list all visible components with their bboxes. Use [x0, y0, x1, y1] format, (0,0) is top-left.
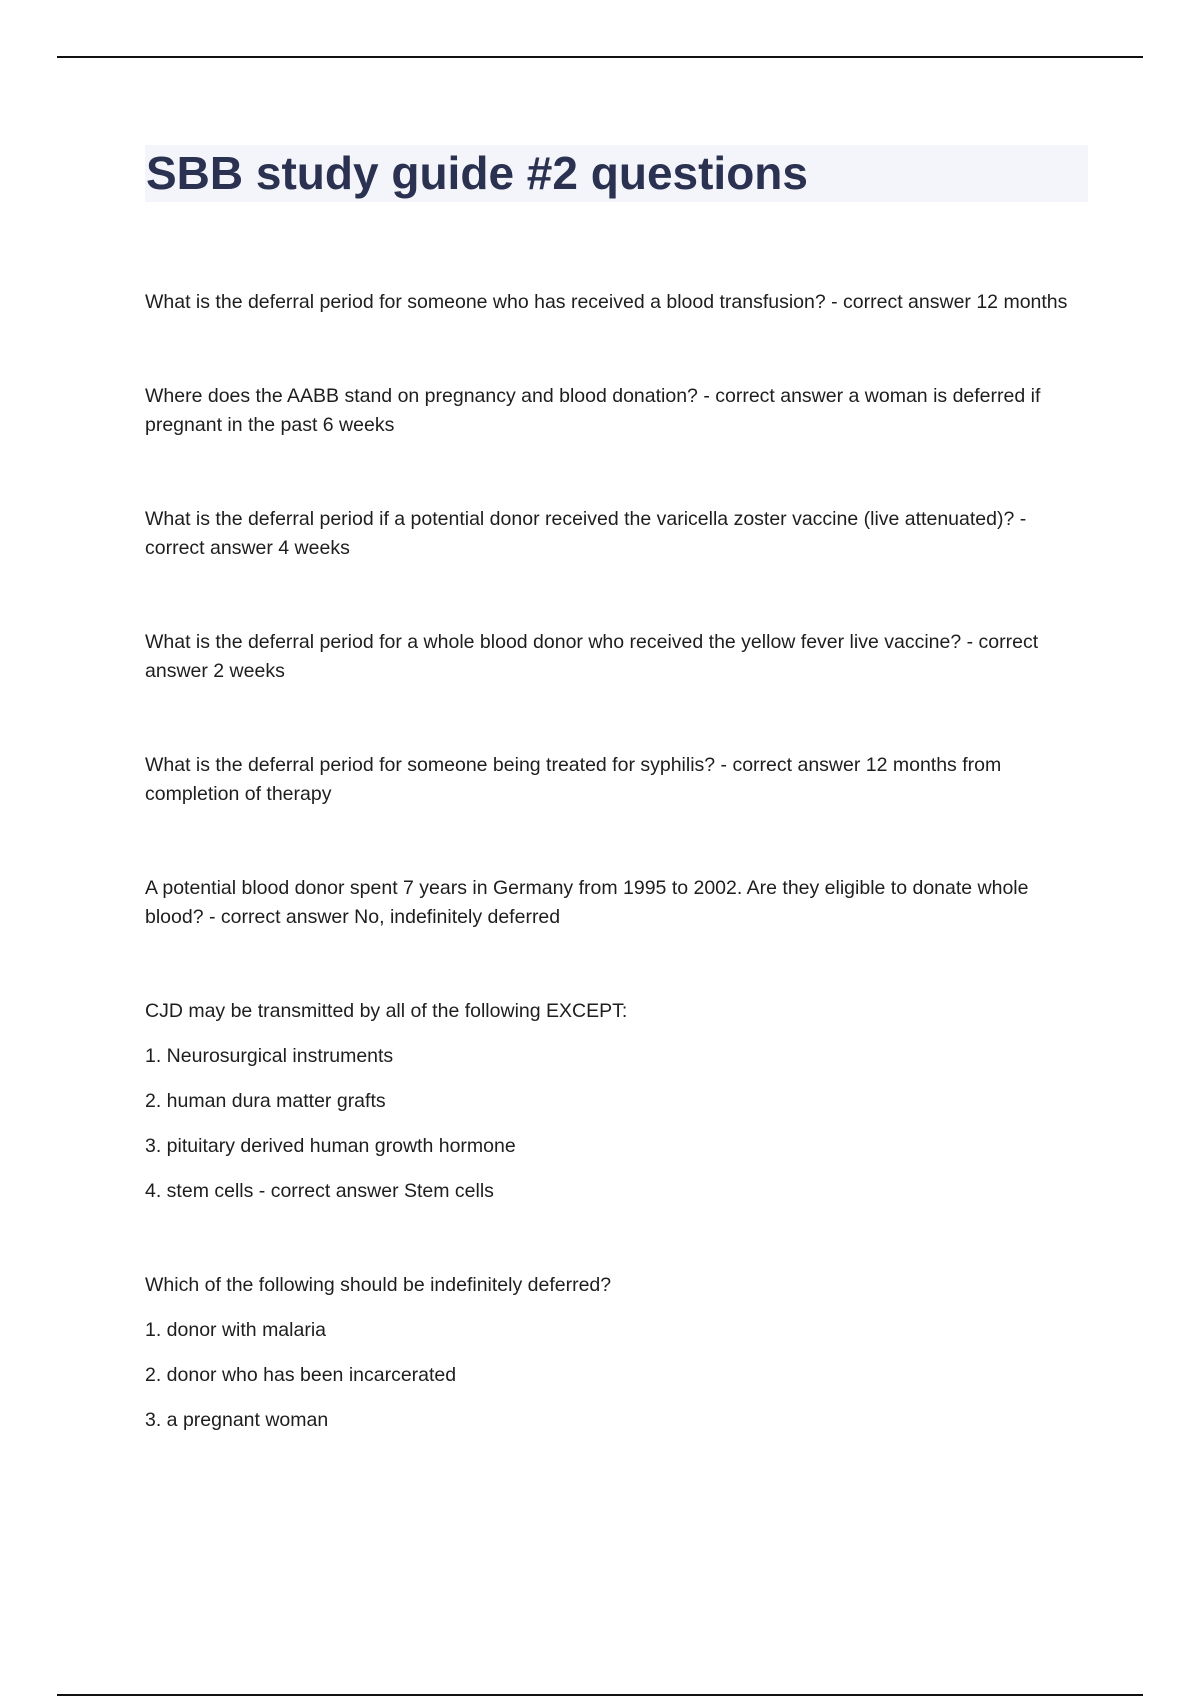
qa-item: Where does the AABB stand on pregnancy and blood donation? - correct answer a woman is deferred if pregnant in the past 6 weeks	[145, 385, 1041, 436]
footer-rule	[57, 1694, 1143, 1696]
answer-option: 1. Neurosurgical instruments	[145, 1045, 394, 1067]
answer-option: 3. pituitary derived human growth hormone	[145, 1135, 516, 1157]
answer-option: 2. human dura matter grafts	[145, 1090, 386, 1112]
qa-item: What is the deferral period for a whole blood donor who received the yellow fever live vaccine? - correct answer 2 weeks	[145, 631, 1039, 682]
qa-item: What is the deferral period for someone who has received a blood transfusion? - correct answer 12 months	[145, 291, 1068, 313]
answer-option: 3. a pregnant woman	[145, 1409, 329, 1431]
deferral-question	[145, 1271, 1088, 1435]
qa-item: What is the deferral period for someone being treated for syphilis? - correct answer 12 months from completion of therapy	[145, 754, 1002, 805]
cjd-question	[145, 997, 1088, 1206]
answer-option: 4. stem cells - correct answer Stem cells	[145, 1180, 494, 1202]
question-list	[145, 288, 1088, 1500]
answer-option: 1. donor with malaria	[145, 1319, 327, 1341]
question-stem: CJD may be transmitted by all of the following EXCEPT:	[145, 1000, 628, 1022]
qa-item: A potential blood donor spent 7 years in Germany from 1995 to 2002. Are they eligible to donate whole blood? - correct answer No, indefinitely deferred	[145, 877, 1029, 928]
header-rule	[57, 56, 1143, 58]
page-title: SBB study guide #2 questions	[146, 147, 808, 199]
question-stem: Which of the following should be indefinitely deferred?	[145, 1274, 612, 1296]
answer-option: 2. donor who has been incarcerated	[145, 1364, 457, 1386]
qa-item: What is the deferral period if a potential donor received the varicella zoster vaccine (live attenuated)? - correct answer 4 weeks	[145, 508, 1027, 559]
